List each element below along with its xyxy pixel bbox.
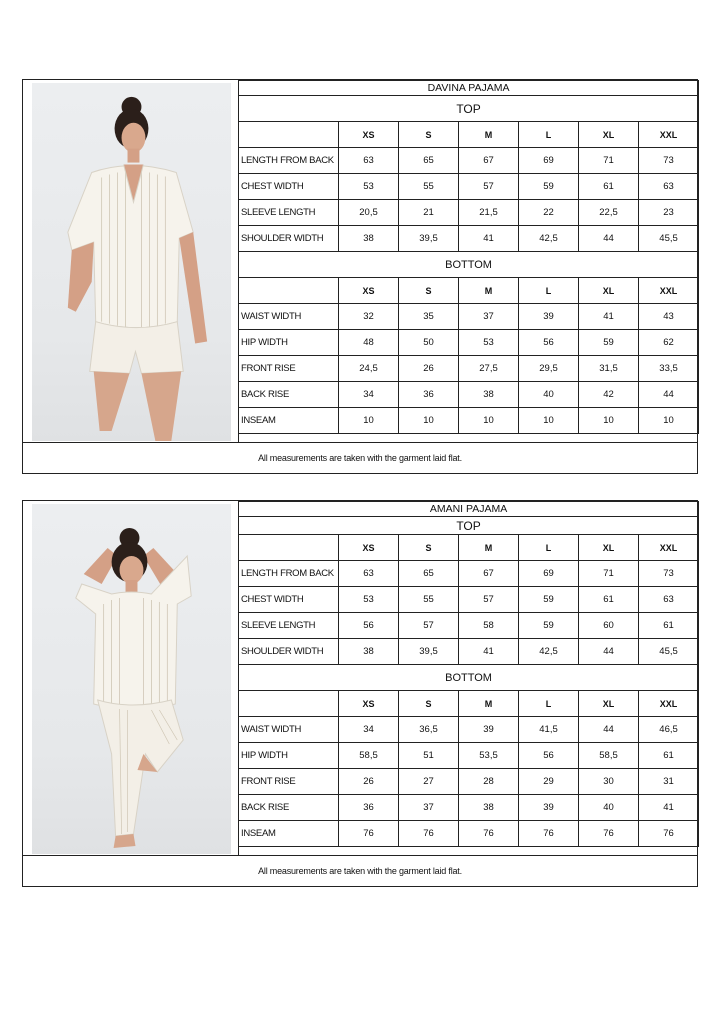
row-label: FRONT RISE (239, 769, 339, 795)
cell-value: 59 (519, 587, 579, 613)
cell-value: 31 (639, 769, 699, 795)
cell-value: 56 (339, 613, 399, 639)
cell-value: 67 (459, 148, 519, 174)
cell-value: 10 (639, 408, 699, 434)
cell-value: 62 (639, 330, 699, 356)
size-header: XXL (639, 535, 699, 561)
cell-value: 26 (339, 769, 399, 795)
cell-value: 71 (579, 148, 639, 174)
cell-value: 50 (399, 330, 459, 356)
cell-value: 44 (639, 382, 699, 408)
cell-value: 69 (519, 561, 579, 587)
row-label: FRONT RISE (239, 356, 339, 382)
davina-photo-cell (23, 80, 239, 443)
table-row (239, 769, 699, 795)
cell-value: 36 (339, 795, 399, 821)
cell-value: 76 (519, 821, 579, 847)
table-row (239, 795, 699, 821)
cell-value: 44 (579, 226, 639, 252)
cell-value: 67 (459, 561, 519, 587)
size-header: L (519, 691, 579, 717)
cell-value: 32 (339, 304, 399, 330)
size-header: M (459, 122, 519, 148)
table-row (239, 382, 699, 408)
table-row (239, 356, 699, 382)
cell-value: 71 (579, 561, 639, 587)
measurement-footnote: All measurements are taken with the garment laid flat. (23, 855, 697, 886)
measurement-footnote: All measurements are taken with the garment laid flat. (23, 442, 697, 473)
table-row (239, 330, 699, 356)
table-row (239, 408, 699, 434)
row-label: INSEAM (239, 821, 339, 847)
size-header: XS (339, 691, 399, 717)
cell-value: 53 (339, 587, 399, 613)
cell-value: 33,5 (639, 356, 699, 382)
section-top-label: TOP (239, 517, 699, 535)
cell-value: 73 (639, 148, 699, 174)
cell-value: 63 (339, 148, 399, 174)
davina-size-chart-card (22, 79, 698, 474)
size-header: L (519, 122, 579, 148)
cell-value: 31,5 (579, 356, 639, 382)
cell-value: 59 (519, 174, 579, 200)
cell-value: 76 (339, 821, 399, 847)
row-label: WAIST WIDTH (239, 717, 339, 743)
cell-value: 61 (579, 174, 639, 200)
cell-value: 57 (459, 587, 519, 613)
cell-value: 44 (579, 639, 639, 665)
table-row (239, 717, 699, 743)
table-row (239, 304, 699, 330)
cell-value: 42,5 (519, 226, 579, 252)
cell-value: 53 (339, 174, 399, 200)
size-header: S (399, 278, 459, 304)
cell-value: 34 (339, 382, 399, 408)
cell-value: 76 (459, 821, 519, 847)
size-header: XL (579, 535, 639, 561)
size-header: XL (579, 691, 639, 717)
cell-value: 39,5 (399, 639, 459, 665)
cell-value: 43 (639, 304, 699, 330)
cell-value: 35 (399, 304, 459, 330)
cell-value: 30 (579, 769, 639, 795)
row-label: HIP WIDTH (239, 330, 339, 356)
cell-value: 27,5 (459, 356, 519, 382)
cell-value: 10 (339, 408, 399, 434)
row-label: SHOULDER WIDTH (239, 639, 339, 665)
size-header: XL (579, 122, 639, 148)
cell-value: 24,5 (339, 356, 399, 382)
cell-value: 65 (399, 561, 459, 587)
cell-value: 20,5 (339, 200, 399, 226)
cell-value: 41,5 (519, 717, 579, 743)
cell-value: 38 (339, 226, 399, 252)
cell-value: 38 (459, 382, 519, 408)
cell-value: 51 (399, 743, 459, 769)
cell-value: 40 (579, 795, 639, 821)
row-label: BACK RISE (239, 382, 339, 408)
cell-value: 45,5 (639, 639, 699, 665)
size-header: S (399, 535, 459, 561)
davina-product-photo (32, 83, 231, 441)
cell-value: 41 (459, 226, 519, 252)
cell-value: 39 (459, 717, 519, 743)
amani-product-photo (32, 504, 231, 854)
amani-size-table (238, 501, 699, 847)
table-row (239, 613, 699, 639)
size-header: S (399, 691, 459, 717)
row-label: SLEEVE LENGTH (239, 613, 339, 639)
cell-value: 44 (579, 717, 639, 743)
cell-value: 76 (639, 821, 699, 847)
cell-value: 38 (339, 639, 399, 665)
row-label: SHOULDER WIDTH (239, 226, 339, 252)
cell-value: 37 (459, 304, 519, 330)
cell-value: 38 (459, 795, 519, 821)
cell-value: 57 (399, 613, 459, 639)
cell-value: 61 (639, 613, 699, 639)
size-header: L (519, 535, 579, 561)
cell-value: 40 (519, 382, 579, 408)
size-header: XS (339, 535, 399, 561)
cell-value: 37 (399, 795, 459, 821)
table-row (239, 200, 699, 226)
cell-value: 56 (519, 743, 579, 769)
cell-value: 55 (399, 174, 459, 200)
table-row (239, 148, 699, 174)
size-header: XL (579, 278, 639, 304)
cell-value: 10 (579, 408, 639, 434)
cell-value: 56 (519, 330, 579, 356)
cell-value: 39 (519, 795, 579, 821)
size-header: M (459, 535, 519, 561)
table-row (239, 226, 699, 252)
amani-photo-cell (23, 501, 239, 856)
product-title: AMANI PAJAMA (239, 502, 699, 517)
cell-value: 22 (519, 200, 579, 226)
cell-value: 28 (459, 769, 519, 795)
cell-value: 46,5 (639, 717, 699, 743)
cell-value: 36,5 (399, 717, 459, 743)
amani-size-chart-card (22, 500, 698, 887)
section-bottom-label: BOTTOM (239, 252, 699, 278)
cell-value: 39 (519, 304, 579, 330)
cell-value: 63 (339, 561, 399, 587)
cell-value: 29,5 (519, 356, 579, 382)
cell-value: 41 (459, 639, 519, 665)
cell-value: 39,5 (399, 226, 459, 252)
table-row (239, 561, 699, 587)
size-header: S (399, 122, 459, 148)
cell-value: 58,5 (579, 743, 639, 769)
cell-value: 53 (459, 330, 519, 356)
cell-value: 63 (639, 587, 699, 613)
cell-value: 61 (579, 587, 639, 613)
cell-value: 36 (399, 382, 459, 408)
cell-value: 76 (399, 821, 459, 847)
cell-value: 34 (339, 717, 399, 743)
cell-value: 27 (399, 769, 459, 795)
size-header: XXL (639, 122, 699, 148)
cell-value: 73 (639, 561, 699, 587)
amani-table-wrap (238, 501, 697, 847)
size-header: XXL (639, 278, 699, 304)
cell-value: 69 (519, 148, 579, 174)
section-top-label: TOP (239, 96, 699, 122)
cell-value: 41 (639, 795, 699, 821)
size-header: XS (339, 122, 399, 148)
cell-value: 48 (339, 330, 399, 356)
cell-value: 53,5 (459, 743, 519, 769)
table-row (239, 639, 699, 665)
cell-value: 10 (459, 408, 519, 434)
header-blank-cell (239, 691, 339, 717)
row-label: HIP WIDTH (239, 743, 339, 769)
cell-value: 41 (579, 304, 639, 330)
table-row (239, 587, 699, 613)
cell-value: 42,5 (519, 639, 579, 665)
table-row (239, 743, 699, 769)
cell-value: 58 (459, 613, 519, 639)
cell-value: 76 (579, 821, 639, 847)
product-title: DAVINA PAJAMA (239, 81, 699, 96)
size-header: XXL (639, 691, 699, 717)
davina-size-table (238, 80, 699, 434)
row-label: BACK RISE (239, 795, 339, 821)
cell-value: 58,5 (339, 743, 399, 769)
cell-value: 21,5 (459, 200, 519, 226)
header-blank-cell (239, 122, 339, 148)
cell-value: 45,5 (639, 226, 699, 252)
davina-table-wrap (238, 80, 697, 434)
row-label: SLEEVE LENGTH (239, 200, 339, 226)
table-row (239, 174, 699, 200)
cell-value: 26 (399, 356, 459, 382)
size-header: M (459, 691, 519, 717)
cell-value: 63 (639, 174, 699, 200)
size-header: L (519, 278, 579, 304)
cell-value: 65 (399, 148, 459, 174)
row-label: CHEST WIDTH (239, 587, 339, 613)
header-blank-cell (239, 278, 339, 304)
section-bottom-label: BOTTOM (239, 665, 699, 691)
cell-value: 21 (399, 200, 459, 226)
cell-value: 10 (519, 408, 579, 434)
cell-value: 61 (639, 743, 699, 769)
cell-value: 57 (459, 174, 519, 200)
cell-value: 60 (579, 613, 639, 639)
size-header: M (459, 278, 519, 304)
cell-value: 59 (519, 613, 579, 639)
row-label: CHEST WIDTH (239, 174, 339, 200)
row-label: LENGTH FROM BACK (239, 148, 339, 174)
cell-value: 10 (399, 408, 459, 434)
table-row (239, 821, 699, 847)
row-label: WAIST WIDTH (239, 304, 339, 330)
cell-value: 22,5 (579, 200, 639, 226)
cell-value: 42 (579, 382, 639, 408)
header-blank-cell (239, 535, 339, 561)
cell-value: 29 (519, 769, 579, 795)
row-label: INSEAM (239, 408, 339, 434)
cell-value: 55 (399, 587, 459, 613)
cell-value: 59 (579, 330, 639, 356)
row-label: LENGTH FROM BACK (239, 561, 339, 587)
cell-value: 23 (639, 200, 699, 226)
size-header: XS (339, 278, 399, 304)
